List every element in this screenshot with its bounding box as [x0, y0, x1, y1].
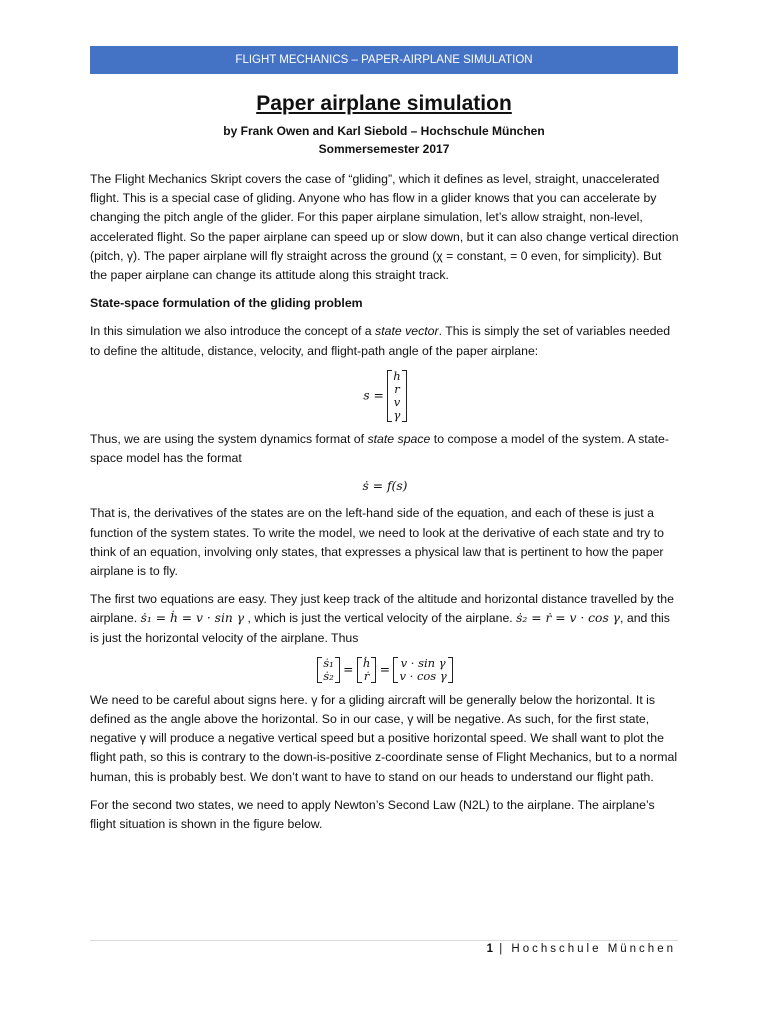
matrix-entry: ṡ₂ — [323, 668, 334, 683]
paragraph-derivatives: That is, the derivatives of the states are on the left-hand side of the equation, and each of these is just a function of the system states. To write the model, we need to look at the derivative of each state and try to think of an equation, involving only states, that expresses a physical law that is pertinent to how the paper airplane is to fly. — [90, 506, 664, 579]
text-run: Thus, we are using the system dynamics format of — [90, 431, 368, 446]
text-run: The first two equations are easy. They just keep track of the altitude and horizontal distance travelled by the airplane. — [90, 592, 674, 626]
title-block — [90, 92, 678, 158]
paragraph-n2l: For the second two states, we need to apply Newton’s Second Law (N2L) to the airplane. The airplane’s flight situation is shown in the figure below. — [90, 797, 655, 832]
matrix-entry: ṡ₁ — [323, 655, 334, 670]
text-run: . This is simply the set of variables needed to define the altitude, distance, velocity, and flight-path angle of the paper airplane: — [90, 324, 671, 358]
authors-line: by Frank Owen and Karl Siebold – Hochschule München — [223, 124, 545, 138]
inline-equation: ṡ₁ = ḣ = v · sin γ — [140, 611, 245, 626]
text-run-italic: state space — [367, 431, 431, 446]
state-vector-matrix — [387, 370, 406, 422]
equation-state-space: ṡ = f(s) — [362, 479, 408, 494]
matrix-h-r-dot — [357, 657, 376, 683]
paragraph-state-vector — [90, 322, 680, 360]
equals-sign: = — [343, 662, 354, 677]
page-footer — [487, 943, 676, 955]
paragraph-state-space — [90, 430, 680, 468]
matrix-entry: ṙ — [363, 668, 370, 683]
text-run: , and this is just the horizontal velocity of the airplane. Thus — [90, 611, 670, 645]
section-heading: State-space formulation of the gliding problem — [90, 296, 363, 311]
header-banner-text: FLIGHT MECHANICS – PAPER-AIRPLANE SIMULATION — [235, 54, 533, 66]
matrix-entry: γ — [393, 407, 401, 422]
text-run: In this simulation we also introduce the concept of a — [90, 324, 376, 339]
equation-lhs: s = — [363, 388, 384, 403]
matrix-entry: v — [393, 394, 401, 409]
footer-divider — [90, 940, 678, 941]
matrix-entry: r — [394, 381, 400, 396]
semester-line: Sommersemester 2017 — [318, 142, 450, 156]
matrix-s-dot — [317, 657, 340, 683]
paragraph-first-equations — [90, 590, 680, 648]
equation-velocity-matrix — [90, 657, 680, 683]
matrix-entry: h — [393, 368, 401, 383]
matrix-velocity-components — [393, 657, 452, 683]
page-title: Paper airplane simulation — [256, 92, 512, 115]
text-run: , which is just the vertical velocity of the airplane. — [244, 611, 517, 626]
header-banner — [90, 46, 678, 74]
paragraph-intro: The Flight Mechanics Skript covers the case of “gliding”, which it defines as level, straight, unaccelerated flight. This is a special case of gliding. Anyone who has flow in a glider knows that you can accelerate by changing the pitch angle of the glider. For this paper airplane simulation, let’s allow straight, non-level, accelerated flight. So the paper airplane can speed up or slow down, but it can also change vertical direction (pitch, γ). The paper airplane will fly straight across the ground (χ = constant, = 0 even, for simplicity). But the paper airplane can change its attitude along this straight track. — [90, 172, 679, 283]
page-number: 1 — [486, 943, 494, 955]
matrix-entry: v · cos γ — [399, 668, 447, 683]
paragraph-signs: We need to be careful about signs here. γ for a gliding aircraft will be generally below the horizontal. It is defined as the angle above the horizontal. So in our case, γ will be negative. As such, for the first state, negative γ will produce a negative vertical speed but a positive horizontal speed. We shall want to plot the flight path, so this is contrary to the down-is-positive z-coordinate sense of Flight Mechanics, but to a normal human, this is probably best. We don’t want to have to stand on our heads to understand our flight path. — [90, 692, 678, 784]
text-run: to compose a model of the system. A state-space model has the format — [90, 431, 669, 466]
footer-organization: Hochschule München — [511, 943, 676, 955]
text-run-italic: state vector — [375, 324, 439, 339]
footer-separator: | — [493, 943, 512, 955]
inline-equation: ṡ₂ = ṙ = v · cos γ — [516, 611, 621, 626]
matrix-entry: v · sin γ — [400, 655, 446, 670]
equals-sign: = — [379, 662, 391, 677]
matrix-entry: ḣ — [362, 655, 371, 670]
equation-state-vector — [90, 370, 680, 422]
body-content — [90, 170, 680, 843]
